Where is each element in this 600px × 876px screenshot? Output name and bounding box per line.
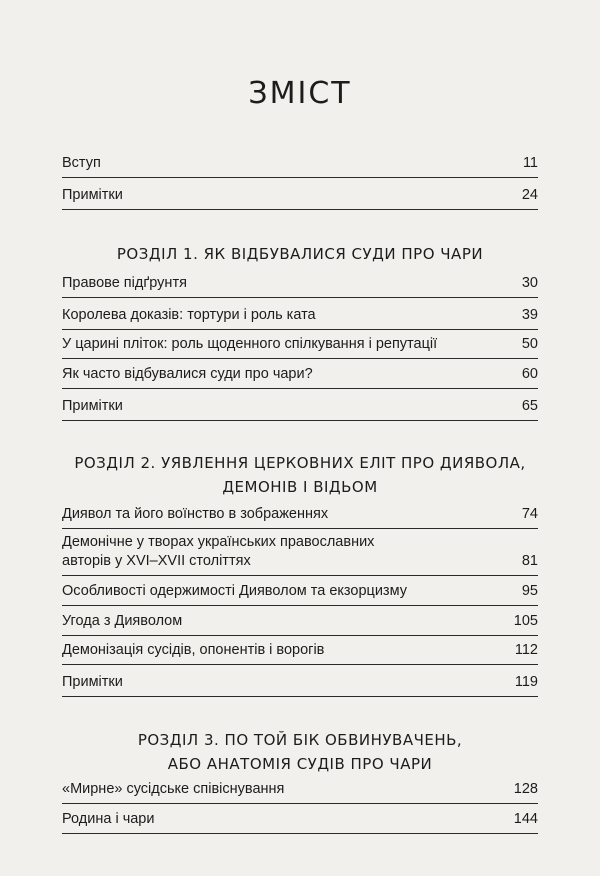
toc-entry[interactable] xyxy=(62,641,538,665)
toc-entry[interactable] xyxy=(62,810,538,834)
toc-entry-page: 39 xyxy=(521,307,538,323)
toc-entry-page: 105 xyxy=(513,613,538,629)
toc-entry-title: Диявол та його воїнство в зображеннях xyxy=(62,506,329,522)
toc-entry[interactable] xyxy=(62,582,538,606)
toc-entry-page: 60 xyxy=(521,366,538,382)
toc-entry[interactable] xyxy=(62,274,538,298)
toc-entry-title: У царині пліток: роль щоденного спілкування і репутації xyxy=(62,336,438,352)
toc-entry[interactable] xyxy=(62,335,538,359)
chapter-3-heading xyxy=(40,728,560,776)
toc-entry-title-line-2: авторів у XVI–XVII століттях xyxy=(62,553,251,569)
chapter-2-heading-line-1: РОЗДІЛ 2. УЯВЛЕННЯ ЦЕРКОВНИХ ЕЛІТ ПРО ДИЯВОЛА, xyxy=(74,454,526,472)
toc-entry[interactable] xyxy=(62,612,538,636)
chapter-2-heading-line-2: ДЕМОНІВ І ВІДЬОМ xyxy=(222,478,378,496)
toc-entry-page: 112 xyxy=(514,642,538,658)
toc-entry-title: Як часто відбувалися суди про чари? xyxy=(62,366,313,382)
toc-entry-page: 95 xyxy=(521,583,538,599)
toc-entry-title: Правове підґрунтя xyxy=(62,275,187,291)
toc-entry-page: 81 xyxy=(521,553,538,569)
chapter-3-heading-line-1: РОЗДІЛ 3. ПО ТОЙ БІК ОБВИНУВАЧЕНЬ, xyxy=(137,731,463,749)
toc-entry-page: 128 xyxy=(513,781,538,797)
toc-entry-page: 144 xyxy=(513,811,538,827)
toc-entry-intro-notes[interactable] xyxy=(62,186,538,210)
toc-entry[interactable] xyxy=(62,533,538,576)
toc-entry-title: Угода з Дияволом xyxy=(62,613,183,629)
toc-entry-page: 30 xyxy=(521,275,538,291)
toc-entry-title: Примітки xyxy=(62,398,123,414)
toc-entry[interactable] xyxy=(62,780,538,804)
toc-entry-page: 24 xyxy=(521,187,538,203)
toc-entry-title: Примітки xyxy=(62,187,123,203)
toc-entry-title: Особливості одержимості Дияволом та екзорцизму xyxy=(62,583,407,599)
toc-entry[interactable] xyxy=(62,673,538,697)
toc-entry-title: Примітки xyxy=(62,674,123,690)
toc-entry-page: 50 xyxy=(521,336,538,352)
toc-entry-title: «Мирне» сусідське співіснування xyxy=(62,781,285,797)
toc-entry[interactable] xyxy=(62,365,538,389)
toc-entry[interactable] xyxy=(62,306,538,330)
page-title: ЗМІСТ xyxy=(248,76,352,111)
toc-entry[interactable] xyxy=(62,397,538,421)
toc-entry-title: Королева доказів: тортури і роль ката xyxy=(62,307,316,323)
toc-entry-title: Демонізація сусідів, опонентів і ворогів xyxy=(62,642,325,658)
toc-entry-page: 11 xyxy=(522,155,538,171)
toc-entry-title: Родина і чари xyxy=(62,811,155,827)
toc-entry-title: Вступ xyxy=(62,155,101,171)
toc-entry-intro[interactable] xyxy=(62,154,538,178)
chapter-2-heading xyxy=(40,451,560,499)
toc-entry[interactable] xyxy=(62,505,538,529)
toc-entry-title-line-1: Демонічне у творах українських православних xyxy=(62,534,375,550)
chapter-1-heading-text: РОЗДІЛ 1. ЯК ВІДБУВАЛИСЯ СУДИ ПРО ЧАРИ xyxy=(116,245,484,263)
chapter-3-heading-line-2: АБО АНАТОМІЯ СУДІВ ПРО ЧАРИ xyxy=(167,755,433,773)
toc-entry-page: 65 xyxy=(521,398,538,414)
chapter-1-heading xyxy=(40,242,560,266)
toc-entry-page: 119 xyxy=(514,674,538,690)
toc-entry-page: 74 xyxy=(521,506,538,522)
